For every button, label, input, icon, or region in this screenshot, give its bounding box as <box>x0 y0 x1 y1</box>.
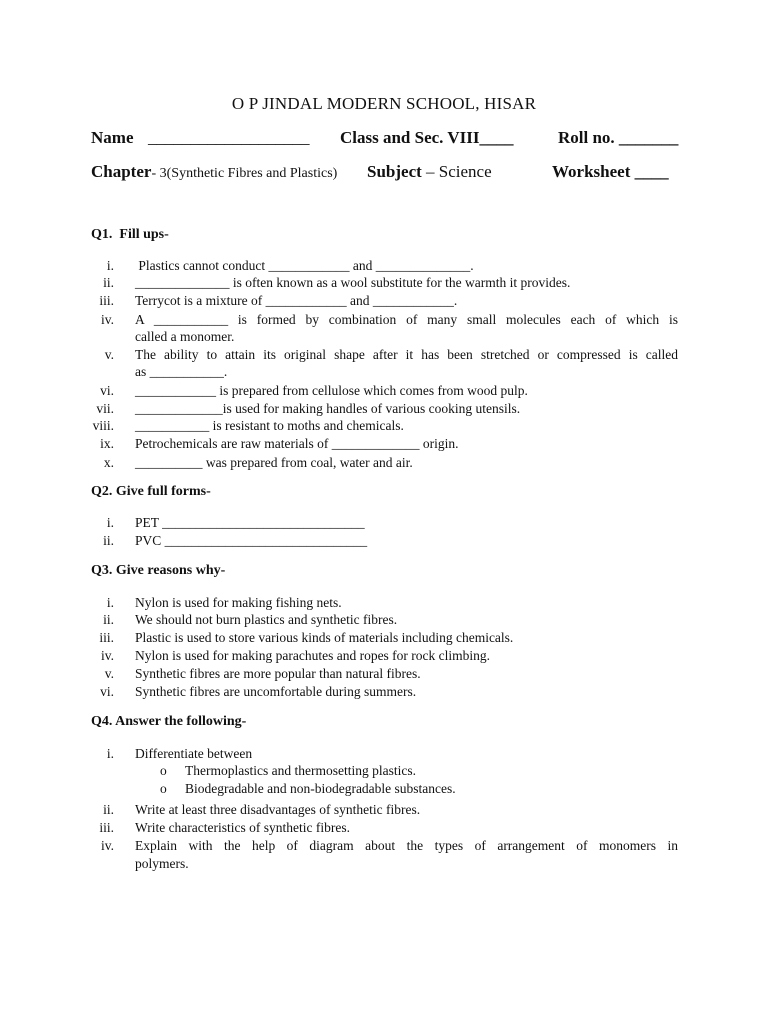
item-number: iii. <box>99 630 114 645</box>
q3-heading: Q3. Give reasons why- <box>91 563 226 578</box>
item-text: The ability to attain its original shape after it has been stretched or compressed is called <box>135 347 678 362</box>
name-label: Name <box>91 128 134 147</box>
item-text: ___________ is resistant to moths and chemicals. <box>135 418 404 433</box>
item-text: A ___________ is formed by combination of many small molecules each of which is <box>135 312 678 327</box>
item-text: _____________is used for making handles of various cooking utensils. <box>135 401 521 416</box>
item-number: x. <box>103 455 114 470</box>
item-number: ix. <box>100 436 114 451</box>
item-text-continued: polymers. <box>135 856 189 871</box>
item-number: vi. <box>100 383 114 398</box>
name-blank: ___________________ <box>148 128 310 147</box>
worksheet-label: Worksheet ____ <box>552 162 669 181</box>
item-number: iv. <box>101 838 114 853</box>
item-number: viii. <box>92 418 114 433</box>
sub-item-text: Thermoplastics and thermosetting plastics. <box>185 763 416 778</box>
q1-heading: Q1. Fill ups- <box>91 227 169 242</box>
item-text: Write characteristics of synthetic fibres. <box>135 820 350 835</box>
item-text: Nylon is used for making parachutes and ropes for rock climbing. <box>135 648 491 663</box>
item-text: Write at least three disadvantages of synthetic fibres. <box>135 802 421 817</box>
school-title: O P JINDAL MODERN SCHOOL, HISAR <box>231 94 537 113</box>
item-number: i. <box>106 515 114 530</box>
item-number: iii. <box>99 820 114 835</box>
bullet-o-icon: o <box>160 763 167 778</box>
item-number: v. <box>104 347 114 362</box>
item-text: PVC ______________________________ <box>135 533 368 548</box>
item-text: ____________ is prepared from cellulose which comes from wood pulp. <box>135 383 528 398</box>
item-text: Nylon is used for making fishing nets. <box>135 595 342 610</box>
q4-heading: Q4. Answer the following- <box>91 714 247 729</box>
item-text: Synthetic fibres are more popular than natural fibres. <box>135 666 421 681</box>
item-text: Explain with the help of diagram about the types of arrangement of monomers in <box>135 838 678 853</box>
item-text: Plastic is used to store various kinds of materials including chemicals. <box>135 630 514 645</box>
item-number: iv. <box>101 648 114 663</box>
bullet-o-icon: o <box>160 781 167 796</box>
chapter-detail: - 3(Synthetic Fibres and Plastics) <box>151 166 338 181</box>
item-number: i. <box>106 258 114 273</box>
class-label: Class and Sec. VIII____ <box>340 128 514 147</box>
subject-label: Subject <box>367 162 422 181</box>
item-number: ii. <box>103 533 114 548</box>
item-number: iv. <box>101 312 114 327</box>
item-text: Terrycot is a mixture of ____________ and ____________. <box>135 293 458 308</box>
item-number: iii. <box>99 293 114 308</box>
item-text: __________ was prepared from coal, water and air. <box>135 455 413 470</box>
subject-value: – Science <box>421 162 492 181</box>
item-text: Differentiate between <box>135 746 253 761</box>
item-number: v. <box>104 666 114 681</box>
item-text: Plastics cannot conduct ____________ and ______________. <box>135 258 474 273</box>
sub-item-text: Biodegradable and non-biodegradable substances. <box>185 781 456 796</box>
item-text: PET ______________________________ <box>135 515 365 530</box>
item-text: We should not burn plastics and synthetic fibres. <box>135 612 398 627</box>
item-number: vii. <box>96 401 114 416</box>
item-number: vi. <box>100 684 114 699</box>
item-number: ii. <box>103 612 114 627</box>
item-text-continued: as ___________. <box>135 364 228 379</box>
item-number: ii. <box>103 275 114 290</box>
item-number: i. <box>106 595 114 610</box>
subject-line <box>367 162 492 182</box>
q2-heading: Q2. Give full forms- <box>91 484 211 499</box>
roll-label: Roll no. _______ <box>558 128 679 147</box>
chapter-label: Chapter <box>91 162 152 181</box>
item-text-continued: called a monomer. <box>135 329 235 344</box>
item-text: Petrochemicals are raw materials of _____________ origin. <box>135 436 459 451</box>
item-text: ______________ is often known as a wool substitute for the warmth it provides. <box>135 275 571 290</box>
chapter-line <box>91 162 337 182</box>
item-text: Synthetic fibres are uncomfortable during summers. <box>135 684 417 699</box>
item-number: ii. <box>103 802 114 817</box>
item-number: i. <box>106 746 114 761</box>
